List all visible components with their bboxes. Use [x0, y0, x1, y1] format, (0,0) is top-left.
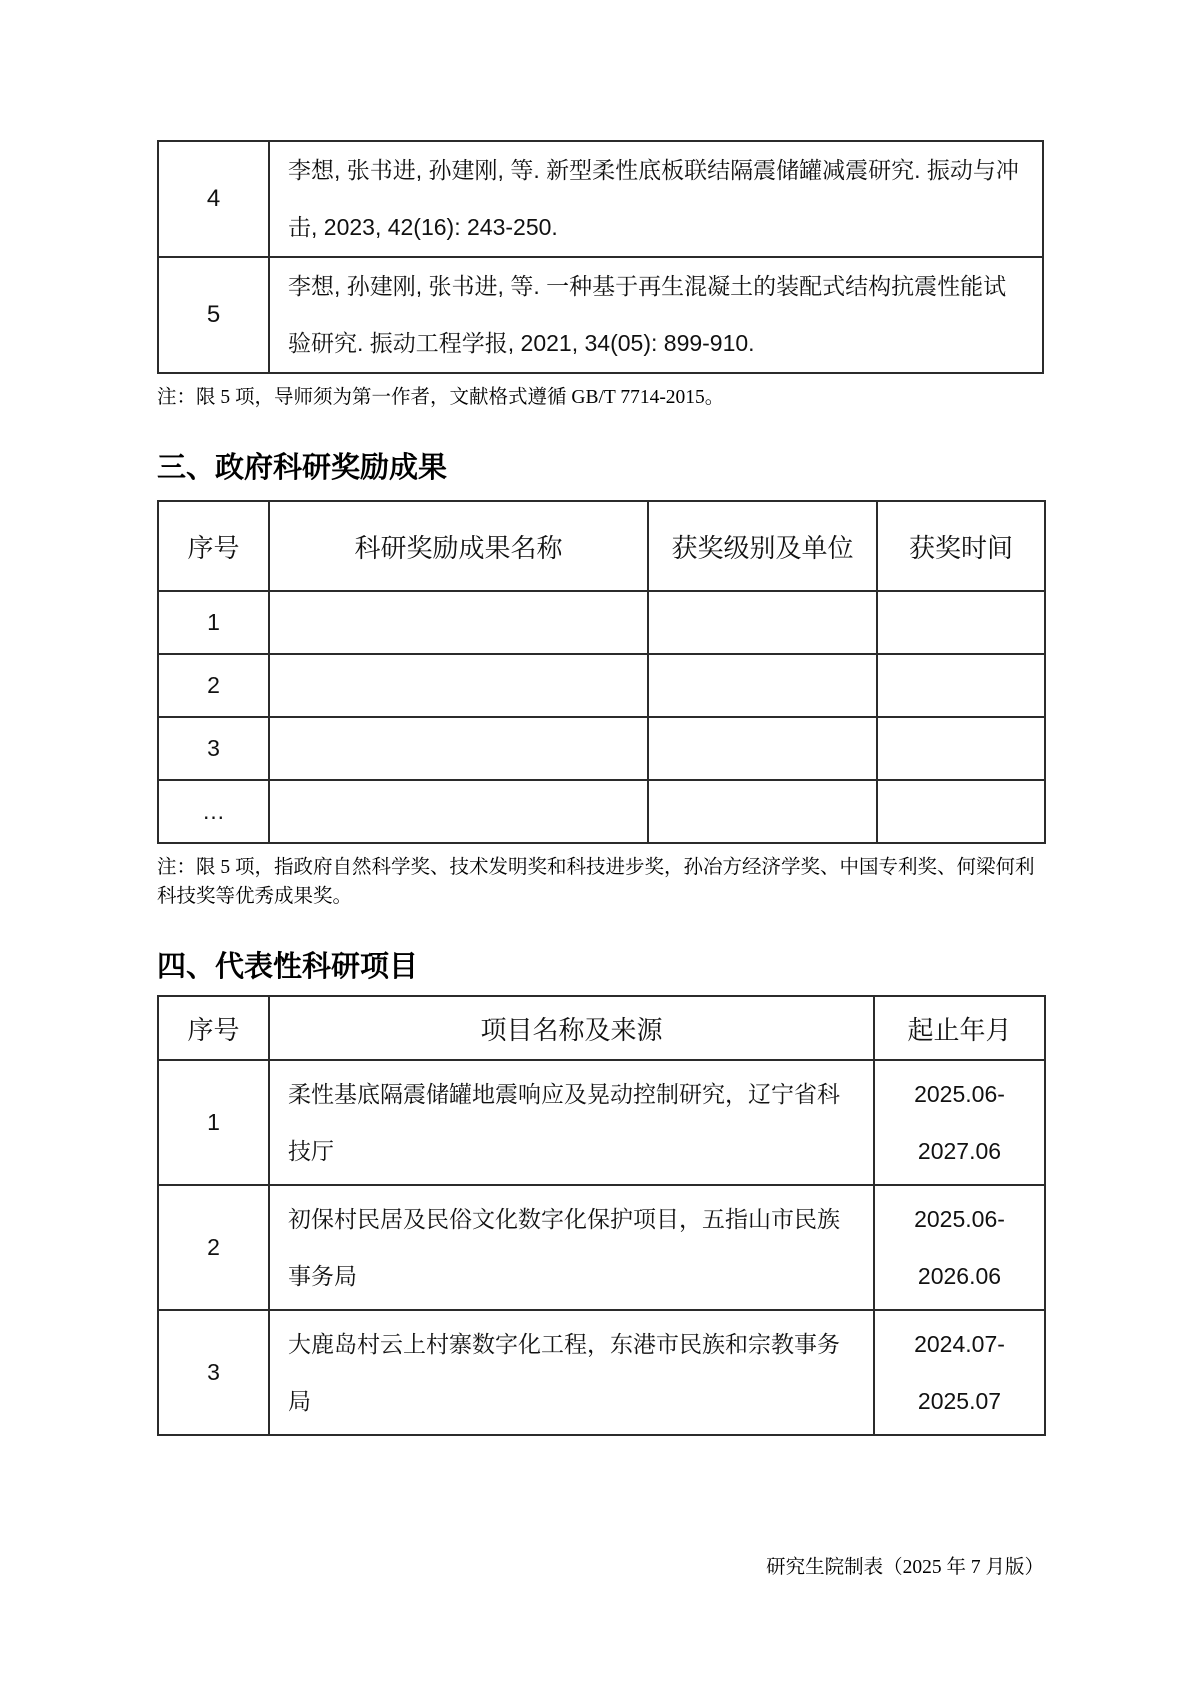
award-row-number: 3 — [158, 717, 269, 780]
project-row-number: 1 — [158, 1060, 269, 1185]
table-row — [158, 141, 1043, 257]
award-level-cell — [648, 591, 877, 654]
column-header-no: 序号 — [158, 996, 269, 1060]
table-row — [158, 717, 1045, 780]
period-end: 2026.06 — [917, 1262, 1002, 1289]
award-name-cell — [269, 780, 648, 843]
projects-table — [157, 995, 1046, 1436]
publication-citation: 李想, 张书进, 孙建刚, 等. 新型柔性底板联结隔震储罐减震研究. 振动与冲击, 2023, 42(16): 243-250. — [269, 141, 1043, 257]
table-row — [158, 780, 1045, 843]
award-name-cell — [269, 717, 648, 780]
award-time-cell — [877, 717, 1045, 780]
table-row — [158, 1060, 1045, 1185]
award-time-cell — [877, 654, 1045, 717]
award-row-number: 2 — [158, 654, 269, 717]
period-end: 2027.06 — [917, 1137, 1002, 1164]
table-row — [158, 1310, 1045, 1435]
table-header-row — [158, 996, 1045, 1060]
period-start: 2025.06- — [914, 1205, 1005, 1232]
project-row-number: 2 — [158, 1185, 269, 1310]
table-row — [158, 1185, 1045, 1310]
award-time-cell — [877, 591, 1045, 654]
project-period-cell — [874, 1185, 1045, 1310]
publication-row-number: 5 — [158, 257, 269, 373]
project-row-number: 3 — [158, 1310, 269, 1435]
period-end: 2025.07 — [917, 1387, 1002, 1414]
project-name-cell: 初保村民居及民俗文化数字化保护项目，五指山市民族事务局 — [269, 1185, 874, 1310]
award-level-cell — [648, 780, 877, 843]
award-level-cell — [648, 654, 877, 717]
awards-table — [157, 500, 1046, 844]
table-row — [158, 591, 1045, 654]
document-content — [157, 0, 1044, 1582]
document-footer: 研究生院制表（2025 年 7 月版） — [766, 1557, 1044, 1578]
column-header-award-time: 获奖时间 — [877, 501, 1045, 591]
section-heading-awards: 三、政府科研奖励成果 — [157, 452, 448, 484]
award-level-cell — [648, 717, 877, 780]
table-row — [158, 257, 1043, 373]
award-name-cell — [269, 591, 648, 654]
section-heading-projects: 四、代表性科研项目 — [157, 951, 419, 983]
project-period-cell — [874, 1060, 1045, 1185]
award-time-cell — [877, 780, 1045, 843]
project-period-cell — [874, 1310, 1045, 1435]
publication-row-number: 4 — [158, 141, 269, 257]
table-row — [158, 654, 1045, 717]
awards-note: 注：限 5 项，指政府自然科学奖、技术发明奖和科技进步奖，孙冶方经济学奖、中国专利奖、何梁何利科技奖等优秀成果奖。 — [157, 857, 1035, 907]
publications-note: 注：限 5 项，导师须为第一作者，文献格式遵循 GB/T 7714-2015。 — [157, 387, 725, 408]
period-start: 2025.06- — [914, 1080, 1005, 1107]
column-header-project-period: 起止年月 — [874, 996, 1045, 1060]
publication-citation: 李想, 孙建刚, 张书进, 等. 一种基于再生混凝土的装配式结构抗震性能试验研究. 振动工程学报, 2021, 34(05): 899-910. — [269, 257, 1043, 373]
project-name-cell: 大鹿岛村云上村寨数字化工程，东港市民族和宗教事务局 — [269, 1310, 874, 1435]
column-header-award-name: 科研奖励成果名称 — [269, 501, 648, 591]
period-start: 2024.07- — [914, 1330, 1005, 1357]
column-header-no: 序号 — [158, 501, 269, 591]
publications-table — [157, 140, 1044, 374]
award-name-cell — [269, 654, 648, 717]
project-name-cell: 柔性基底隔震储罐地震响应及晃动控制研究，辽宁省科技厅 — [269, 1060, 874, 1185]
table-header-row — [158, 501, 1045, 591]
column-header-award-level: 获奖级别及单位 — [648, 501, 877, 591]
award-row-number: … — [158, 780, 269, 843]
column-header-project-name: 项目名称及来源 — [269, 996, 874, 1060]
award-row-number: 1 — [158, 591, 269, 654]
